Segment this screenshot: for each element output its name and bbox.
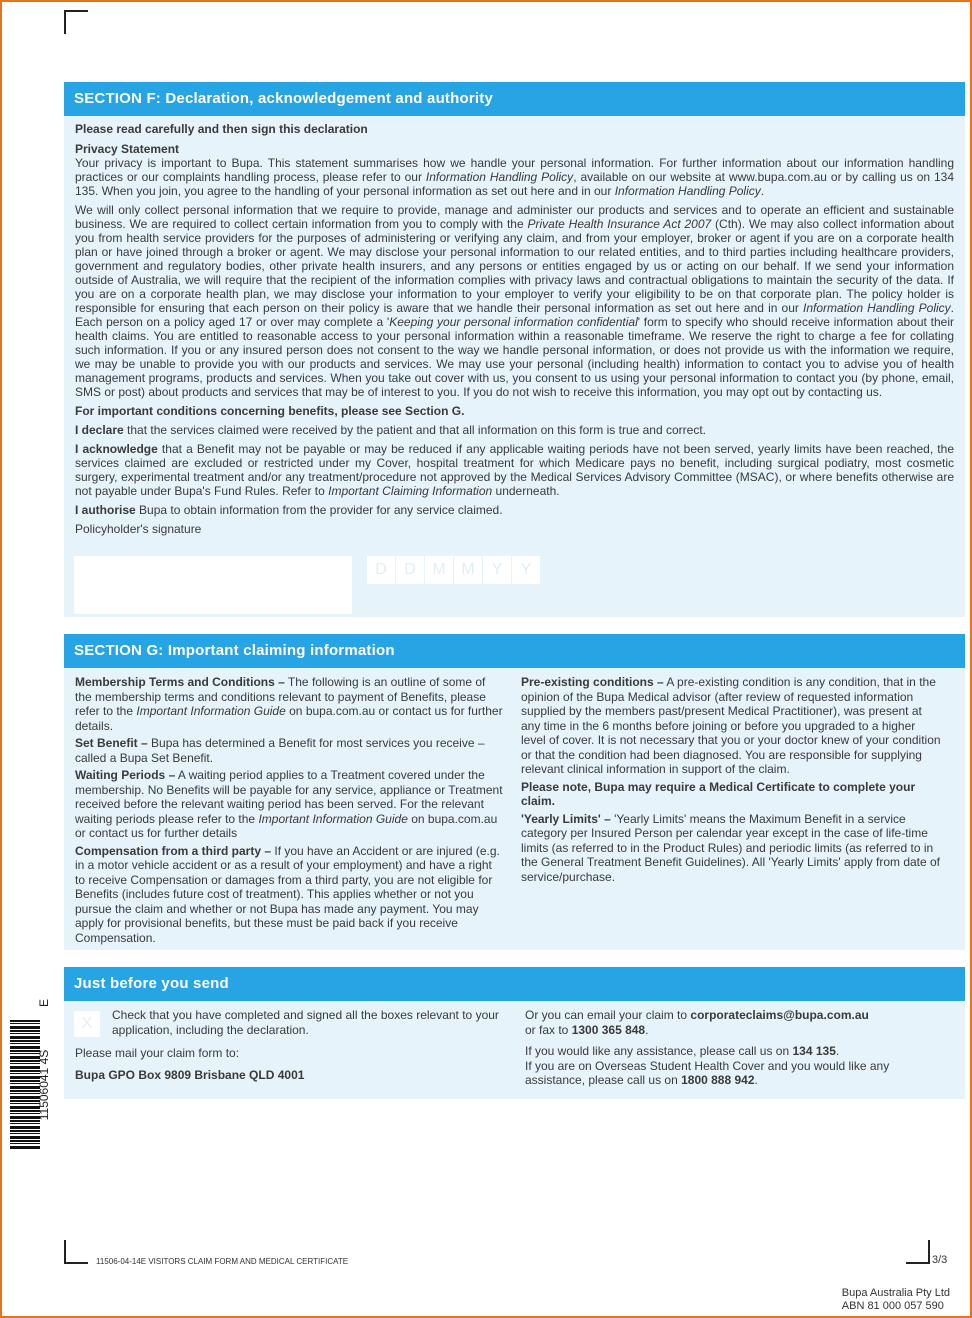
yearly-limits: 'Yearly Limits' – 'Yearly Limits' means the Maximum Benefit in a service category per Insured Person per calendar year except in the case of life-time limits (as referred to in the Product Rules) and periodic limits (as referred to in the General Treatment Benefit Guidelines). All 'Yearly Limits' apply from date of service/purchase. bbox=[521, 811, 941, 884]
section-g-title: SECTION G: Important claiming information bbox=[64, 634, 965, 668]
completion-checkbox[interactable]: X bbox=[74, 1011, 100, 1037]
membership-terms: Membership Terms and Conditions – The following is an outline of some of the membership terms and conditions relevant to payment of Benefits, please refer to the Important Information Guide on bupa.com.au or contact us for further details. bbox=[75, 675, 503, 733]
date-box-month-1[interactable]: M bbox=[425, 556, 453, 584]
signature-field[interactable] bbox=[74, 556, 352, 614]
barcode-number: 11506041 4S bbox=[37, 1049, 51, 1121]
section-f-title: SECTION F: Declaration, acknowledgement and authority bbox=[64, 82, 965, 116]
assistance-info: If you would like any assistance, please call us on 134 135. If you are on Overseas Student Health Cover and you would like any assistance, please call us on 1800 888 942. bbox=[525, 1044, 890, 1087]
acknowledge-statement: I acknowledge that a Benefit may not be payable or may be reduced if any applicable waiting periods have not been served, yearly limits have been reached, the services claimed are excluded or restricted under my Cover, hospital treatment for which Medicare pays no benefit, including surgical podiatry, most cosmetic surgery, experimental treatment and/or any treatment/procedure not approved by the Medical Services Advisory Committee (MSAC), or where benefits otherwise are not payable under Bupa's Fund Rules. Refer to Important Claiming Information underneath. bbox=[75, 442, 954, 498]
company-abn: ABN 81 000 057 590 bbox=[841, 1300, 944, 1312]
date-box-year-2[interactable]: Y bbox=[512, 556, 540, 584]
date-field[interactable] bbox=[367, 556, 540, 584]
page-number: 3/3 bbox=[932, 1254, 948, 1266]
declare-statement: I declare that the services claimed were received by the patient and that all information on this form is true and correct. bbox=[75, 423, 706, 437]
company-info bbox=[842, 1287, 950, 1313]
waiting-periods: Waiting Periods – A waiting period applies to a Treatment covered under the membership. No Benefits will be payable for any service, appliance or Treatment received before the relevant waiting period has been served. For the relevant waiting periods please refer to the Important Information Guide on bupa.com.au or contact us for further details bbox=[75, 768, 503, 840]
barcode bbox=[10, 1020, 40, 1150]
section-g bbox=[64, 634, 965, 950]
send-section bbox=[64, 967, 965, 1099]
mail-address: Bupa GPO Box 9809 Brisbane QLD 4001 bbox=[75, 1068, 305, 1082]
claims-email-link[interactable]: corporateclaims@bupa.com.au bbox=[690, 1008, 869, 1022]
send-section-title: Just before you send bbox=[64, 967, 965, 1001]
privacy-paragraph-2: We will only collect personal information that we require to provide, manage and administer our products and services and to operate an efficient and sustainable business. We are required to collect certain information from you to comply with the Private Health Insurance Act 2007 (Cth). We may also collect information about you from health service providers for the purposes of administering or verifying any claim, and from your employer, broker or agent if you are on a corporate health plan or have joined through a broker or agent. We may disclose your personal information to our related entities, and to third parties including healthcare providers, government and regulatory bodies, other private health insurers, and any persons or entities engaged by us or acting on our behalf. If we send your information outside of Australia, we will require that the recipient of the information complies with privacy laws and contractual obligations to maintain the security of the data. If you are on a corporate health plan, we may disclose your information to your employer to verify your eligibility to be on that corporate plan. The policy holder is responsible for ensuring that each person on their policy is aware that we handle their personal information as set out here and in our Information Handling Policy. Each person on a policy aged 17 or over may complete a 'Keeping your personal information confidential' form to specify who should receive information about their health claims. You are entitled to reasonable access to your personal information within a reasonable timeframe. We reserve the right to charge a fee for collating such information. If you or any insured person does not consent to the way we handle personal information, or does not provide us with the information we require, we may be unable to provide you with our products and services. We may use your personal (including health) information to contact you to advise you of health management programs, products and services. When you take out cover with us, you consent to us using your personal information to contact you (by phone, email, SMS or post) about products and services that may be of interest to you. If you do not wish to receive this information, you may opt out by contacting us. bbox=[75, 203, 954, 399]
authorise-statement: I authorise Bupa to obtain information from the provider for any service claimed. bbox=[75, 503, 503, 517]
privacy-heading: Privacy Statement bbox=[75, 142, 180, 156]
set-benefit: Set Benefit – Bupa has determined a Benefit for most services you receive – called a Bupa Set Benefit. bbox=[75, 736, 485, 765]
date-box-month-2[interactable]: M bbox=[454, 556, 482, 584]
crop-mark-bottom-left bbox=[64, 1240, 88, 1264]
date-box-year-1[interactable]: Y bbox=[483, 556, 511, 584]
medical-certificate-note: Please note, Bupa may require a Medical Certificate to complete your claim. bbox=[521, 779, 916, 808]
date-box-day-2[interactable]: D bbox=[396, 556, 424, 584]
side-letter: E bbox=[37, 998, 52, 1008]
section-f-body bbox=[64, 116, 965, 536]
company-name: Bupa Australia Pty Ltd bbox=[841, 1287, 950, 1299]
crop-mark-bottom-right bbox=[906, 1240, 930, 1264]
pre-existing-conditions: Pre-existing conditions – A pre-existing condition is any condition, that in the opinion of the Bupa Medical advisor (after review of requested information supplied by the members past/present Medical Practitioner), was present at any time in the 6 months before joining or before you upgraded to a higher level of cover. It is not necessary that you or your doctor knew of your condition or that the condition had been diagnosed. You are responsible for supplying relevant clinical information in support of the claim. bbox=[521, 675, 941, 776]
signature-label: Policyholder's signature bbox=[75, 522, 202, 536]
date-box-day-1[interactable]: D bbox=[367, 556, 395, 584]
section-g-right-column bbox=[521, 675, 941, 887]
privacy-paragraph-1: Your privacy is important to Bupa. This statement summarises how we handle your personal information. For further information about our information handling practices or our complaints handling process, please refer to our Information Handling Policy, available on our website at www.bupa.com.au or by calling us on 134 135. When you join, you agree to the handling of your personal information as set out here and in our Information Handling Policy. bbox=[75, 156, 954, 198]
declaration-intro: Please read carefully and then sign this declaration bbox=[75, 122, 368, 136]
section-g-left-column bbox=[75, 675, 505, 948]
important-conditions-line: For important conditions concerning benefits, please see Section G. bbox=[75, 404, 465, 418]
section-f bbox=[64, 82, 965, 617]
form-code: 11506-04-14E VISITORS CLAIM FORM AND MEDICAL CERTIFICATE bbox=[96, 1257, 349, 1266]
crop-mark-top-left bbox=[64, 10, 88, 34]
check-instruction: Check that you have completed and signed all the boxes relevant to your application, including the declaration. bbox=[112, 1008, 499, 1037]
email-fax-info: Or you can email your claim to corporateclaims@bupa.com.au or fax to 1300 365 848. bbox=[525, 1008, 869, 1037]
mail-label: Please mail your claim form to: bbox=[75, 1046, 240, 1060]
compensation-third-party: Compensation from a third party – If you have an Accident or are injured (e.g. in a motor vehicle accident or as a result of your employment) and have a right to receive Compensation or damages from a third party, you are not eligible for Benefits (includes future cost of treatment). This applies whether or not you pursue the claim and whether or not Bupa has made any payment. You may apply for provisional benefits, but these must be paid back if you receive Compensation. bbox=[75, 843, 500, 945]
